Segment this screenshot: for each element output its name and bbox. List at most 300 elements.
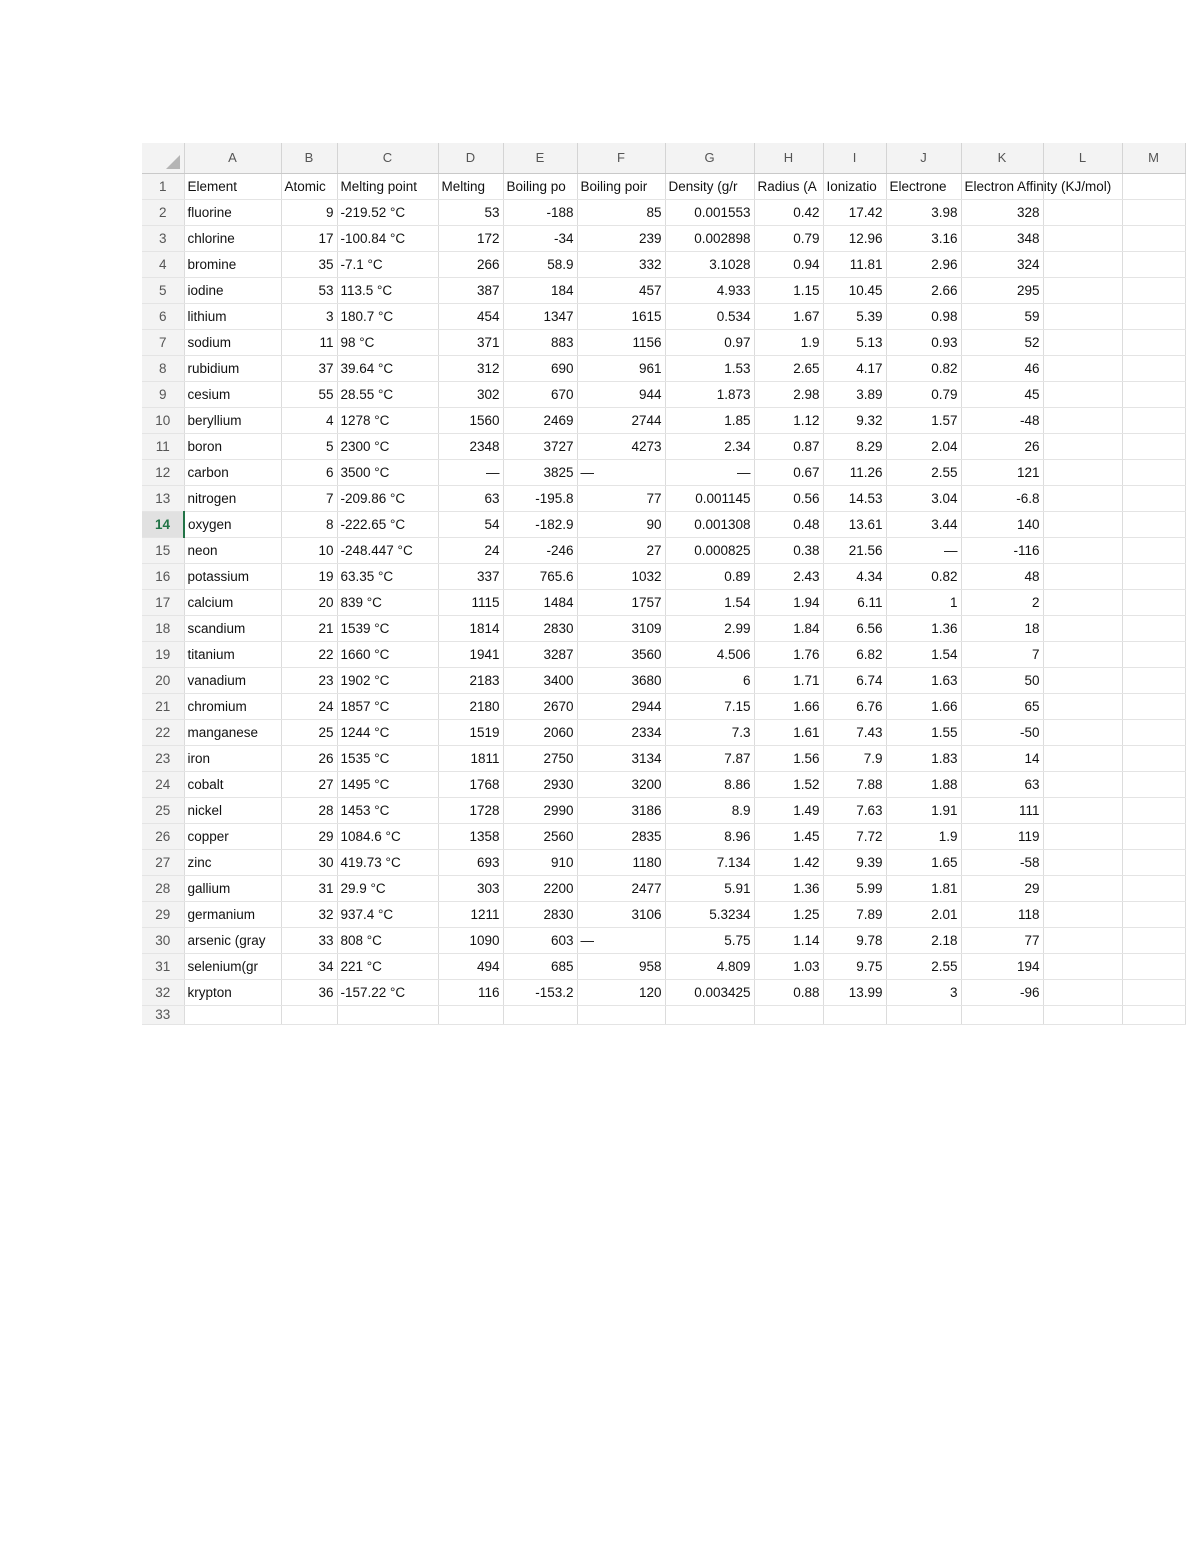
row-header-22[interactable]: 22 (142, 719, 184, 745)
cell-l5[interactable] (1043, 277, 1122, 303)
cell-l29[interactable] (1043, 901, 1122, 927)
cell-c1[interactable]: Melting point (337, 173, 438, 199)
cell-e4[interactable]: 58.9 (503, 251, 577, 277)
cell-i3[interactable]: 12.96 (823, 225, 886, 251)
row-header-32[interactable]: 32 (142, 979, 184, 1005)
cell-f20[interactable]: 3680 (577, 667, 665, 693)
column-header-e[interactable]: E (503, 143, 577, 173)
cell-e9[interactable]: 670 (503, 381, 577, 407)
cell-l19[interactable] (1043, 641, 1122, 667)
cell-i27[interactable]: 9.39 (823, 849, 886, 875)
cell-a18[interactable]: scandium (184, 615, 281, 641)
cell-m26[interactable] (1122, 823, 1185, 849)
cell-d16[interactable]: 337 (438, 563, 503, 589)
cell-a20[interactable]: vanadium (184, 667, 281, 693)
cell-h19[interactable]: 1.76 (754, 641, 823, 667)
cell-g7[interactable]: 0.97 (665, 329, 754, 355)
cell-h2[interactable]: 0.42 (754, 199, 823, 225)
cell-a9[interactable]: cesium (184, 381, 281, 407)
cell-m24[interactable] (1122, 771, 1185, 797)
cell-k30[interactable]: 77 (961, 927, 1043, 953)
cell-j22[interactable]: 1.55 (886, 719, 961, 745)
cell-i4[interactable]: 11.81 (823, 251, 886, 277)
empty-cell[interactable] (886, 1005, 961, 1024)
row-header-16[interactable]: 16 (142, 563, 184, 589)
cell-d26[interactable]: 1358 (438, 823, 503, 849)
column-header-h[interactable]: H (754, 143, 823, 173)
cell-k5[interactable]: 295 (961, 277, 1043, 303)
cell-c7[interactable]: 98 °C (337, 329, 438, 355)
cell-a11[interactable]: boron (184, 433, 281, 459)
cell-m29[interactable] (1122, 901, 1185, 927)
cell-b2[interactable]: 9 (281, 199, 337, 225)
cell-h31[interactable]: 1.03 (754, 953, 823, 979)
cell-i5[interactable]: 10.45 (823, 277, 886, 303)
cell-k27[interactable]: -58 (961, 849, 1043, 875)
row-header-19[interactable]: 19 (142, 641, 184, 667)
cell-m2[interactable] (1122, 199, 1185, 225)
cell-h27[interactable]: 1.42 (754, 849, 823, 875)
cell-i22[interactable]: 7.43 (823, 719, 886, 745)
cell-d3[interactable]: 172 (438, 225, 503, 251)
cell-a7[interactable]: sodium (184, 329, 281, 355)
cell-g9[interactable]: 1.873 (665, 381, 754, 407)
cell-l28[interactable] (1043, 875, 1122, 901)
cell-h3[interactable]: 0.79 (754, 225, 823, 251)
cell-e11[interactable]: 3727 (503, 433, 577, 459)
cell-e2[interactable]: -188 (503, 199, 577, 225)
cell-m1[interactable] (1122, 173, 1185, 199)
cell-k32[interactable]: -96 (961, 979, 1043, 1005)
cell-h25[interactable]: 1.49 (754, 797, 823, 823)
cell-i25[interactable]: 7.63 (823, 797, 886, 823)
cell-l17[interactable] (1043, 589, 1122, 615)
cell-d29[interactable]: 1211 (438, 901, 503, 927)
cell-b10[interactable]: 4 (281, 407, 337, 433)
cell-e30[interactable]: 603 (503, 927, 577, 953)
cell-f9[interactable]: 944 (577, 381, 665, 407)
empty-cell[interactable] (961, 1005, 1043, 1024)
row-header-30[interactable]: 30 (142, 927, 184, 953)
empty-cell[interactable] (337, 1005, 438, 1024)
cell-h4[interactable]: 0.94 (754, 251, 823, 277)
cell-c8[interactable]: 39.64 °C (337, 355, 438, 381)
cell-c21[interactable]: 1857 °C (337, 693, 438, 719)
cell-e3[interactable]: -34 (503, 225, 577, 251)
cell-c15[interactable]: -248.447 °C (337, 537, 438, 563)
cell-g22[interactable]: 7.3 (665, 719, 754, 745)
cell-c5[interactable]: 113.5 °C (337, 277, 438, 303)
cell-j16[interactable]: 0.82 (886, 563, 961, 589)
cell-g19[interactable]: 4.506 (665, 641, 754, 667)
row-header-12[interactable]: 12 (142, 459, 184, 485)
cell-k16[interactable]: 48 (961, 563, 1043, 589)
cell-k11[interactable]: 26 (961, 433, 1043, 459)
row-header-15[interactable]: 15 (142, 537, 184, 563)
cell-d27[interactable]: 693 (438, 849, 503, 875)
cell-m9[interactable] (1122, 381, 1185, 407)
cell-b30[interactable]: 33 (281, 927, 337, 953)
cell-c2[interactable]: -219.52 °C (337, 199, 438, 225)
cell-k13[interactable]: -6.8 (961, 485, 1043, 511)
cell-d8[interactable]: 312 (438, 355, 503, 381)
cell-c28[interactable]: 29.9 °C (337, 875, 438, 901)
cell-g8[interactable]: 1.53 (665, 355, 754, 381)
cell-j25[interactable]: 1.91 (886, 797, 961, 823)
cell-f8[interactable]: 961 (577, 355, 665, 381)
cell-i6[interactable]: 5.39 (823, 303, 886, 329)
cell-h24[interactable]: 1.52 (754, 771, 823, 797)
cell-l11[interactable] (1043, 433, 1122, 459)
cell-b20[interactable]: 23 (281, 667, 337, 693)
cell-c26[interactable]: 1084.6 °C (337, 823, 438, 849)
cell-e5[interactable]: 184 (503, 277, 577, 303)
cell-b32[interactable]: 36 (281, 979, 337, 1005)
cell-c32[interactable]: -157.22 °C (337, 979, 438, 1005)
cell-g15[interactable]: 0.000825 (665, 537, 754, 563)
cell-l25[interactable] (1043, 797, 1122, 823)
row-header-20[interactable]: 20 (142, 667, 184, 693)
cell-k7[interactable]: 52 (961, 329, 1043, 355)
cell-e27[interactable]: 910 (503, 849, 577, 875)
cell-b11[interactable]: 5 (281, 433, 337, 459)
cell-c3[interactable]: -100.84 °C (337, 225, 438, 251)
cell-l30[interactable] (1043, 927, 1122, 953)
cell-h32[interactable]: 0.88 (754, 979, 823, 1005)
cell-g10[interactable]: 1.85 (665, 407, 754, 433)
cell-a12[interactable]: carbon (184, 459, 281, 485)
cell-f1[interactable]: Boiling poir (577, 173, 665, 199)
cell-g25[interactable]: 8.9 (665, 797, 754, 823)
cell-m7[interactable] (1122, 329, 1185, 355)
cell-b21[interactable]: 24 (281, 693, 337, 719)
cell-f13[interactable]: 77 (577, 485, 665, 511)
cell-k3[interactable]: 348 (961, 225, 1043, 251)
cell-l8[interactable] (1043, 355, 1122, 381)
cell-f30[interactable]: — (577, 927, 665, 953)
cell-b26[interactable]: 29 (281, 823, 337, 849)
cell-j23[interactable]: 1.83 (886, 745, 961, 771)
empty-cell[interactable] (1043, 1005, 1122, 1024)
cell-f26[interactable]: 2835 (577, 823, 665, 849)
cell-m23[interactable] (1122, 745, 1185, 771)
cell-f29[interactable]: 3106 (577, 901, 665, 927)
cell-m5[interactable] (1122, 277, 1185, 303)
cell-b14[interactable]: 8 (281, 511, 337, 537)
cell-b3[interactable]: 17 (281, 225, 337, 251)
row-header-9[interactable]: 9 (142, 381, 184, 407)
cell-d25[interactable]: 1728 (438, 797, 503, 823)
cell-c30[interactable]: 808 °C (337, 927, 438, 953)
cell-m28[interactable] (1122, 875, 1185, 901)
cell-a13[interactable]: nitrogen (184, 485, 281, 511)
cell-f24[interactable]: 3200 (577, 771, 665, 797)
cell-a16[interactable]: potassium (184, 563, 281, 589)
cell-g30[interactable]: 5.75 (665, 927, 754, 953)
cell-f7[interactable]: 1156 (577, 329, 665, 355)
cell-k2[interactable]: 328 (961, 199, 1043, 225)
cell-e8[interactable]: 690 (503, 355, 577, 381)
cell-l9[interactable] (1043, 381, 1122, 407)
cell-d28[interactable]: 303 (438, 875, 503, 901)
empty-cell[interactable] (184, 1005, 281, 1024)
row-header-3[interactable]: 3 (142, 225, 184, 251)
cell-k9[interactable]: 45 (961, 381, 1043, 407)
cell-m18[interactable] (1122, 615, 1185, 641)
cell-k22[interactable]: -50 (961, 719, 1043, 745)
cell-d22[interactable]: 1519 (438, 719, 503, 745)
cell-b31[interactable]: 34 (281, 953, 337, 979)
cell-h29[interactable]: 1.25 (754, 901, 823, 927)
cell-e6[interactable]: 1347 (503, 303, 577, 329)
cell-b13[interactable]: 7 (281, 485, 337, 511)
row-header-28[interactable]: 28 (142, 875, 184, 901)
cell-g1[interactable]: Density (g/r (665, 173, 754, 199)
cell-f4[interactable]: 332 (577, 251, 665, 277)
cell-f15[interactable]: 27 (577, 537, 665, 563)
row-header-18[interactable]: 18 (142, 615, 184, 641)
cell-k4[interactable]: 324 (961, 251, 1043, 277)
cell-e7[interactable]: 883 (503, 329, 577, 355)
cell-b29[interactable]: 32 (281, 901, 337, 927)
cell-f16[interactable]: 1032 (577, 563, 665, 589)
cell-b1[interactable]: Atomic (281, 173, 337, 199)
row-header-10[interactable]: 10 (142, 407, 184, 433)
cell-m17[interactable] (1122, 589, 1185, 615)
cell-l23[interactable] (1043, 745, 1122, 771)
cell-d31[interactable]: 494 (438, 953, 503, 979)
cell-i23[interactable]: 7.9 (823, 745, 886, 771)
row-header-2[interactable]: 2 (142, 199, 184, 225)
cell-f3[interactable]: 239 (577, 225, 665, 251)
cell-j30[interactable]: 2.18 (886, 927, 961, 953)
cell-m31[interactable] (1122, 953, 1185, 979)
cell-k10[interactable]: -48 (961, 407, 1043, 433)
cell-c23[interactable]: 1535 °C (337, 745, 438, 771)
cell-j27[interactable]: 1.65 (886, 849, 961, 875)
cell-b15[interactable]: 10 (281, 537, 337, 563)
cell-l27[interactable] (1043, 849, 1122, 875)
empty-cell[interactable] (438, 1005, 503, 1024)
row-header-23[interactable]: 23 (142, 745, 184, 771)
cell-h21[interactable]: 1.66 (754, 693, 823, 719)
cell-a32[interactable]: krypton (184, 979, 281, 1005)
cell-l22[interactable] (1043, 719, 1122, 745)
cell-b25[interactable]: 28 (281, 797, 337, 823)
cell-c19[interactable]: 1660 °C (337, 641, 438, 667)
cell-i8[interactable]: 4.17 (823, 355, 886, 381)
cell-a4[interactable]: bromine (184, 251, 281, 277)
cell-g21[interactable]: 7.15 (665, 693, 754, 719)
column-header-c[interactable]: C (337, 143, 438, 173)
cell-i11[interactable]: 8.29 (823, 433, 886, 459)
cell-i32[interactable]: 13.99 (823, 979, 886, 1005)
cell-b4[interactable]: 35 (281, 251, 337, 277)
cell-c9[interactable]: 28.55 °C (337, 381, 438, 407)
cell-h14[interactable]: 0.48 (754, 511, 823, 537)
cell-j21[interactable]: 1.66 (886, 693, 961, 719)
cell-k28[interactable]: 29 (961, 875, 1043, 901)
cell-j10[interactable]: 1.57 (886, 407, 961, 433)
cell-f22[interactable]: 2334 (577, 719, 665, 745)
cell-e25[interactable]: 2990 (503, 797, 577, 823)
cell-g18[interactable]: 2.99 (665, 615, 754, 641)
cell-d24[interactable]: 1768 (438, 771, 503, 797)
cell-l2[interactable] (1043, 199, 1122, 225)
cell-m25[interactable] (1122, 797, 1185, 823)
column-header-a[interactable]: A (184, 143, 281, 173)
cell-l3[interactable] (1043, 225, 1122, 251)
cell-j8[interactable]: 0.82 (886, 355, 961, 381)
cell-g28[interactable]: 5.91 (665, 875, 754, 901)
row-header-26[interactable]: 26 (142, 823, 184, 849)
cell-b7[interactable]: 11 (281, 329, 337, 355)
column-header-g[interactable]: G (665, 143, 754, 173)
cell-a30[interactable]: arsenic (gray (184, 927, 281, 953)
cell-d17[interactable]: 1115 (438, 589, 503, 615)
cell-a26[interactable]: copper (184, 823, 281, 849)
cell-c13[interactable]: -209.86 °C (337, 485, 438, 511)
cell-a2[interactable]: fluorine (184, 199, 281, 225)
cell-i15[interactable]: 21.56 (823, 537, 886, 563)
cell-i9[interactable]: 3.89 (823, 381, 886, 407)
cell-j3[interactable]: 3.16 (886, 225, 961, 251)
cell-i24[interactable]: 7.88 (823, 771, 886, 797)
cell-h11[interactable]: 0.87 (754, 433, 823, 459)
cell-h16[interactable]: 2.43 (754, 563, 823, 589)
cell-c16[interactable]: 63.35 °C (337, 563, 438, 589)
cell-f28[interactable]: 2477 (577, 875, 665, 901)
cell-d23[interactable]: 1811 (438, 745, 503, 771)
empty-cell[interactable] (503, 1005, 577, 1024)
cell-j6[interactable]: 0.98 (886, 303, 961, 329)
cell-b24[interactable]: 27 (281, 771, 337, 797)
cell-a31[interactable]: selenium(gr (184, 953, 281, 979)
row-header-partial[interactable]: 33 (142, 1005, 184, 1024)
cell-c27[interactable]: 419.73 °C (337, 849, 438, 875)
column-header-l[interactable]: L (1043, 143, 1122, 173)
cell-b16[interactable]: 19 (281, 563, 337, 589)
cell-c31[interactable]: 221 °C (337, 953, 438, 979)
empty-cell[interactable] (1122, 1005, 1185, 1024)
cell-d4[interactable]: 266 (438, 251, 503, 277)
cell-e23[interactable]: 2750 (503, 745, 577, 771)
cell-i28[interactable]: 5.99 (823, 875, 886, 901)
cell-a23[interactable]: iron (184, 745, 281, 771)
cell-d14[interactable]: 54 (438, 511, 503, 537)
cell-g17[interactable]: 1.54 (665, 589, 754, 615)
cell-l7[interactable] (1043, 329, 1122, 355)
cell-m21[interactable] (1122, 693, 1185, 719)
cell-a6[interactable]: lithium (184, 303, 281, 329)
cell-g24[interactable]: 8.86 (665, 771, 754, 797)
row-header-31[interactable]: 31 (142, 953, 184, 979)
cell-g2[interactable]: 0.001553 (665, 199, 754, 225)
cell-k15[interactable]: -116 (961, 537, 1043, 563)
cell-f27[interactable]: 1180 (577, 849, 665, 875)
cell-c20[interactable]: 1902 °C (337, 667, 438, 693)
cell-g3[interactable]: 0.002898 (665, 225, 754, 251)
cell-g6[interactable]: 0.534 (665, 303, 754, 329)
row-header-13[interactable]: 13 (142, 485, 184, 511)
cell-b18[interactable]: 21 (281, 615, 337, 641)
cell-h20[interactable]: 1.71 (754, 667, 823, 693)
cell-k26[interactable]: 119 (961, 823, 1043, 849)
row-header-25[interactable]: 25 (142, 797, 184, 823)
row-header-24[interactable]: 24 (142, 771, 184, 797)
cell-d13[interactable]: 63 (438, 485, 503, 511)
cell-l20[interactable] (1043, 667, 1122, 693)
cell-f17[interactable]: 1757 (577, 589, 665, 615)
cell-b23[interactable]: 26 (281, 745, 337, 771)
cell-d32[interactable]: 116 (438, 979, 503, 1005)
cell-e17[interactable]: 1484 (503, 589, 577, 615)
cell-d5[interactable]: 387 (438, 277, 503, 303)
cell-i29[interactable]: 7.89 (823, 901, 886, 927)
cell-l18[interactable] (1043, 615, 1122, 641)
cell-c22[interactable]: 1244 °C (337, 719, 438, 745)
cell-g5[interactable]: 4.933 (665, 277, 754, 303)
cell-g31[interactable]: 4.809 (665, 953, 754, 979)
cell-a29[interactable]: germanium (184, 901, 281, 927)
cell-f12[interactable]: — (577, 459, 665, 485)
cell-j12[interactable]: 2.55 (886, 459, 961, 485)
row-header-1[interactable]: 1 (142, 173, 184, 199)
cell-b12[interactable]: 6 (281, 459, 337, 485)
cell-m11[interactable] (1122, 433, 1185, 459)
row-header-29[interactable]: 29 (142, 901, 184, 927)
cell-e15[interactable]: -246 (503, 537, 577, 563)
empty-cell[interactable] (754, 1005, 823, 1024)
cell-l32[interactable] (1043, 979, 1122, 1005)
cell-d6[interactable]: 454 (438, 303, 503, 329)
cell-a22[interactable]: manganese (184, 719, 281, 745)
cell-f2[interactable]: 85 (577, 199, 665, 225)
cell-a14[interactable]: oxygen (184, 511, 281, 537)
cell-k21[interactable]: 65 (961, 693, 1043, 719)
cell-d7[interactable]: 371 (438, 329, 503, 355)
cell-i7[interactable]: 5.13 (823, 329, 886, 355)
cell-k12[interactable]: 121 (961, 459, 1043, 485)
cell-d20[interactable]: 2183 (438, 667, 503, 693)
cell-j7[interactable]: 0.93 (886, 329, 961, 355)
cell-m4[interactable] (1122, 251, 1185, 277)
cell-a15[interactable]: neon (184, 537, 281, 563)
cell-j17[interactable]: 1 (886, 589, 961, 615)
cell-j32[interactable]: 3 (886, 979, 961, 1005)
cell-m30[interactable] (1122, 927, 1185, 953)
cell-h8[interactable]: 2.65 (754, 355, 823, 381)
column-header-b[interactable]: B (281, 143, 337, 173)
cell-d18[interactable]: 1814 (438, 615, 503, 641)
cell-e10[interactable]: 2469 (503, 407, 577, 433)
cell-b5[interactable]: 53 (281, 277, 337, 303)
cell-f23[interactable]: 3134 (577, 745, 665, 771)
cell-e14[interactable]: -182.9 (503, 511, 577, 537)
cell-g26[interactable]: 8.96 (665, 823, 754, 849)
cell-j28[interactable]: 1.81 (886, 875, 961, 901)
cell-a28[interactable]: gallium (184, 875, 281, 901)
cell-b9[interactable]: 55 (281, 381, 337, 407)
column-header-i[interactable]: I (823, 143, 886, 173)
cell-k29[interactable]: 118 (961, 901, 1043, 927)
cell-i10[interactable]: 9.32 (823, 407, 886, 433)
cell-h30[interactable]: 1.14 (754, 927, 823, 953)
cell-c25[interactable]: 1453 °C (337, 797, 438, 823)
cell-d21[interactable]: 2180 (438, 693, 503, 719)
cell-i17[interactable]: 6.11 (823, 589, 886, 615)
cell-m16[interactable] (1122, 563, 1185, 589)
